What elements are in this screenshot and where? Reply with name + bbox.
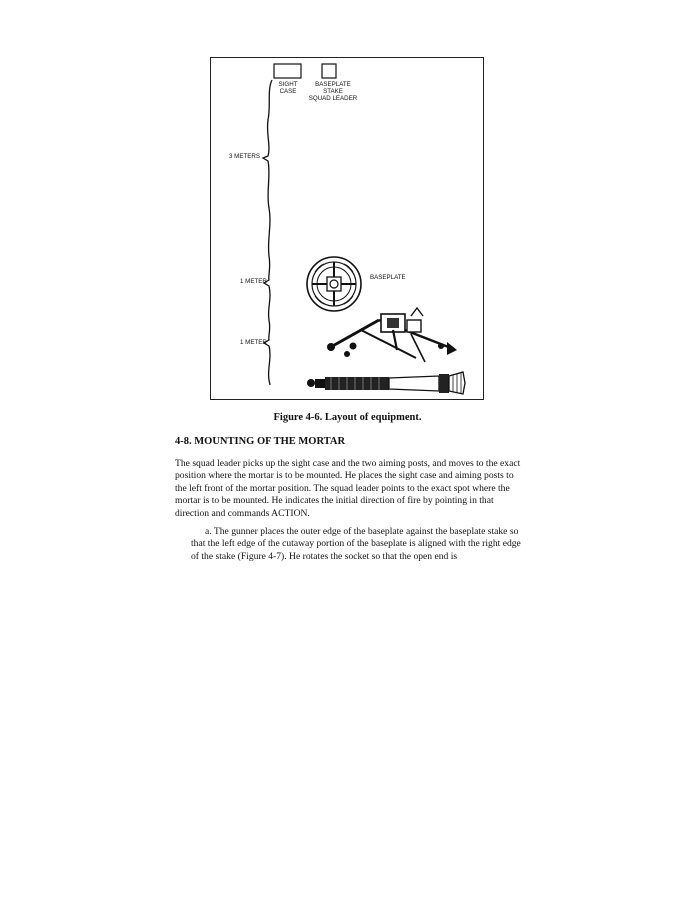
one-meter-label-upper: 1 METER — [240, 278, 267, 285]
sight-case-box — [274, 64, 301, 78]
three-meters-label: 3 METERS — [229, 153, 260, 160]
section-heading: 4-8. MOUNTING OF THE MORTAR — [175, 436, 346, 447]
baseplate-stake-label: BASEPLATE STAKE SQUAD LEADER — [308, 81, 358, 102]
bipod-drawing — [327, 308, 457, 362]
one-meter-label-lower: 1 METER — [240, 339, 267, 346]
baseplate-stake-box — [322, 64, 336, 78]
equipment-layout-drawing — [211, 58, 485, 401]
subparagraph-a: a. The gunner places the outer edge of the baseplate against the baseplate stake so that the left edge of the cutaway portion of the baseplate is aligned with the right edge of the stake (Figure 4-7). He rotates the socket so that the open end is — [191, 526, 521, 562]
figure-layout-of-equipment — [210, 57, 484, 400]
sight-case-label: SIGHT CASE — [278, 81, 298, 95]
cannon-drawing — [307, 372, 465, 394]
body-paragraph: The squad leader picks up the sight case and the two aiming posts, and moves to the exact position where the mortar is to be mounted. He places the sight case and aiming posts to the left front of the mortar position. The squad leader points to the exact spot where the mortar is to be mounted. He indicates the initial direction of fire by pointing in that direction and commands ACTION. — [175, 458, 521, 519]
baseplate-drawing — [307, 257, 361, 311]
baseplate-label: BASEPLATE — [370, 274, 406, 281]
figure-caption: Figure 4-6. Layout of equipment. — [273, 412, 422, 423]
